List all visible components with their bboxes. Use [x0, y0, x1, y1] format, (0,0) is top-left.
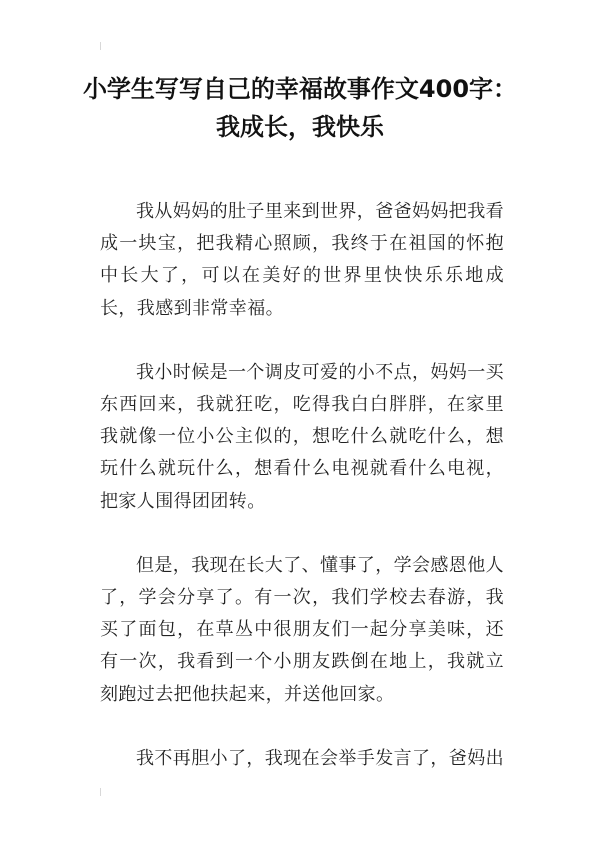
paragraph: 我从妈妈的肚子里来到世界，爸爸妈妈把我看成一块宝，把我精心照顾，我终于在祖国的怀抱中长大了，可以在美好的世界里快快乐乐地成长，我感到非常幸福。 [100, 201, 504, 319]
article-title: 小学生写写自己的幸福故事作文400字：我成长，我快乐 [82, 75, 518, 141]
paragraph: 但是，我现在长大了、懂事了，学会感恩他人了，学会分享了。有一次，我们学校去春游，我买了面包，在草丛中很朋友们一起分享美味，还有一次，我看到一个小朋友跌倒在地上，我就立刻跑过去把他扶起来，并送他回家。 [100, 554, 504, 705]
page-corner-mark [100, 42, 101, 50]
paragraph: 我小时候是一个调皮可爱的小不点，妈妈一买东西回来，我就狂吃，吃得我白白胖胖，在家里我就像一位小公主似的，想吃什么就吃什么，想玩什么就玩什么，想看什么电视就看什么电视，把家人围得团团转。 [100, 361, 504, 512]
paragraph: 我不再胆小了，我现在会举手发言了，爸妈出 [136, 747, 504, 769]
article-body [100, 196, 504, 807]
